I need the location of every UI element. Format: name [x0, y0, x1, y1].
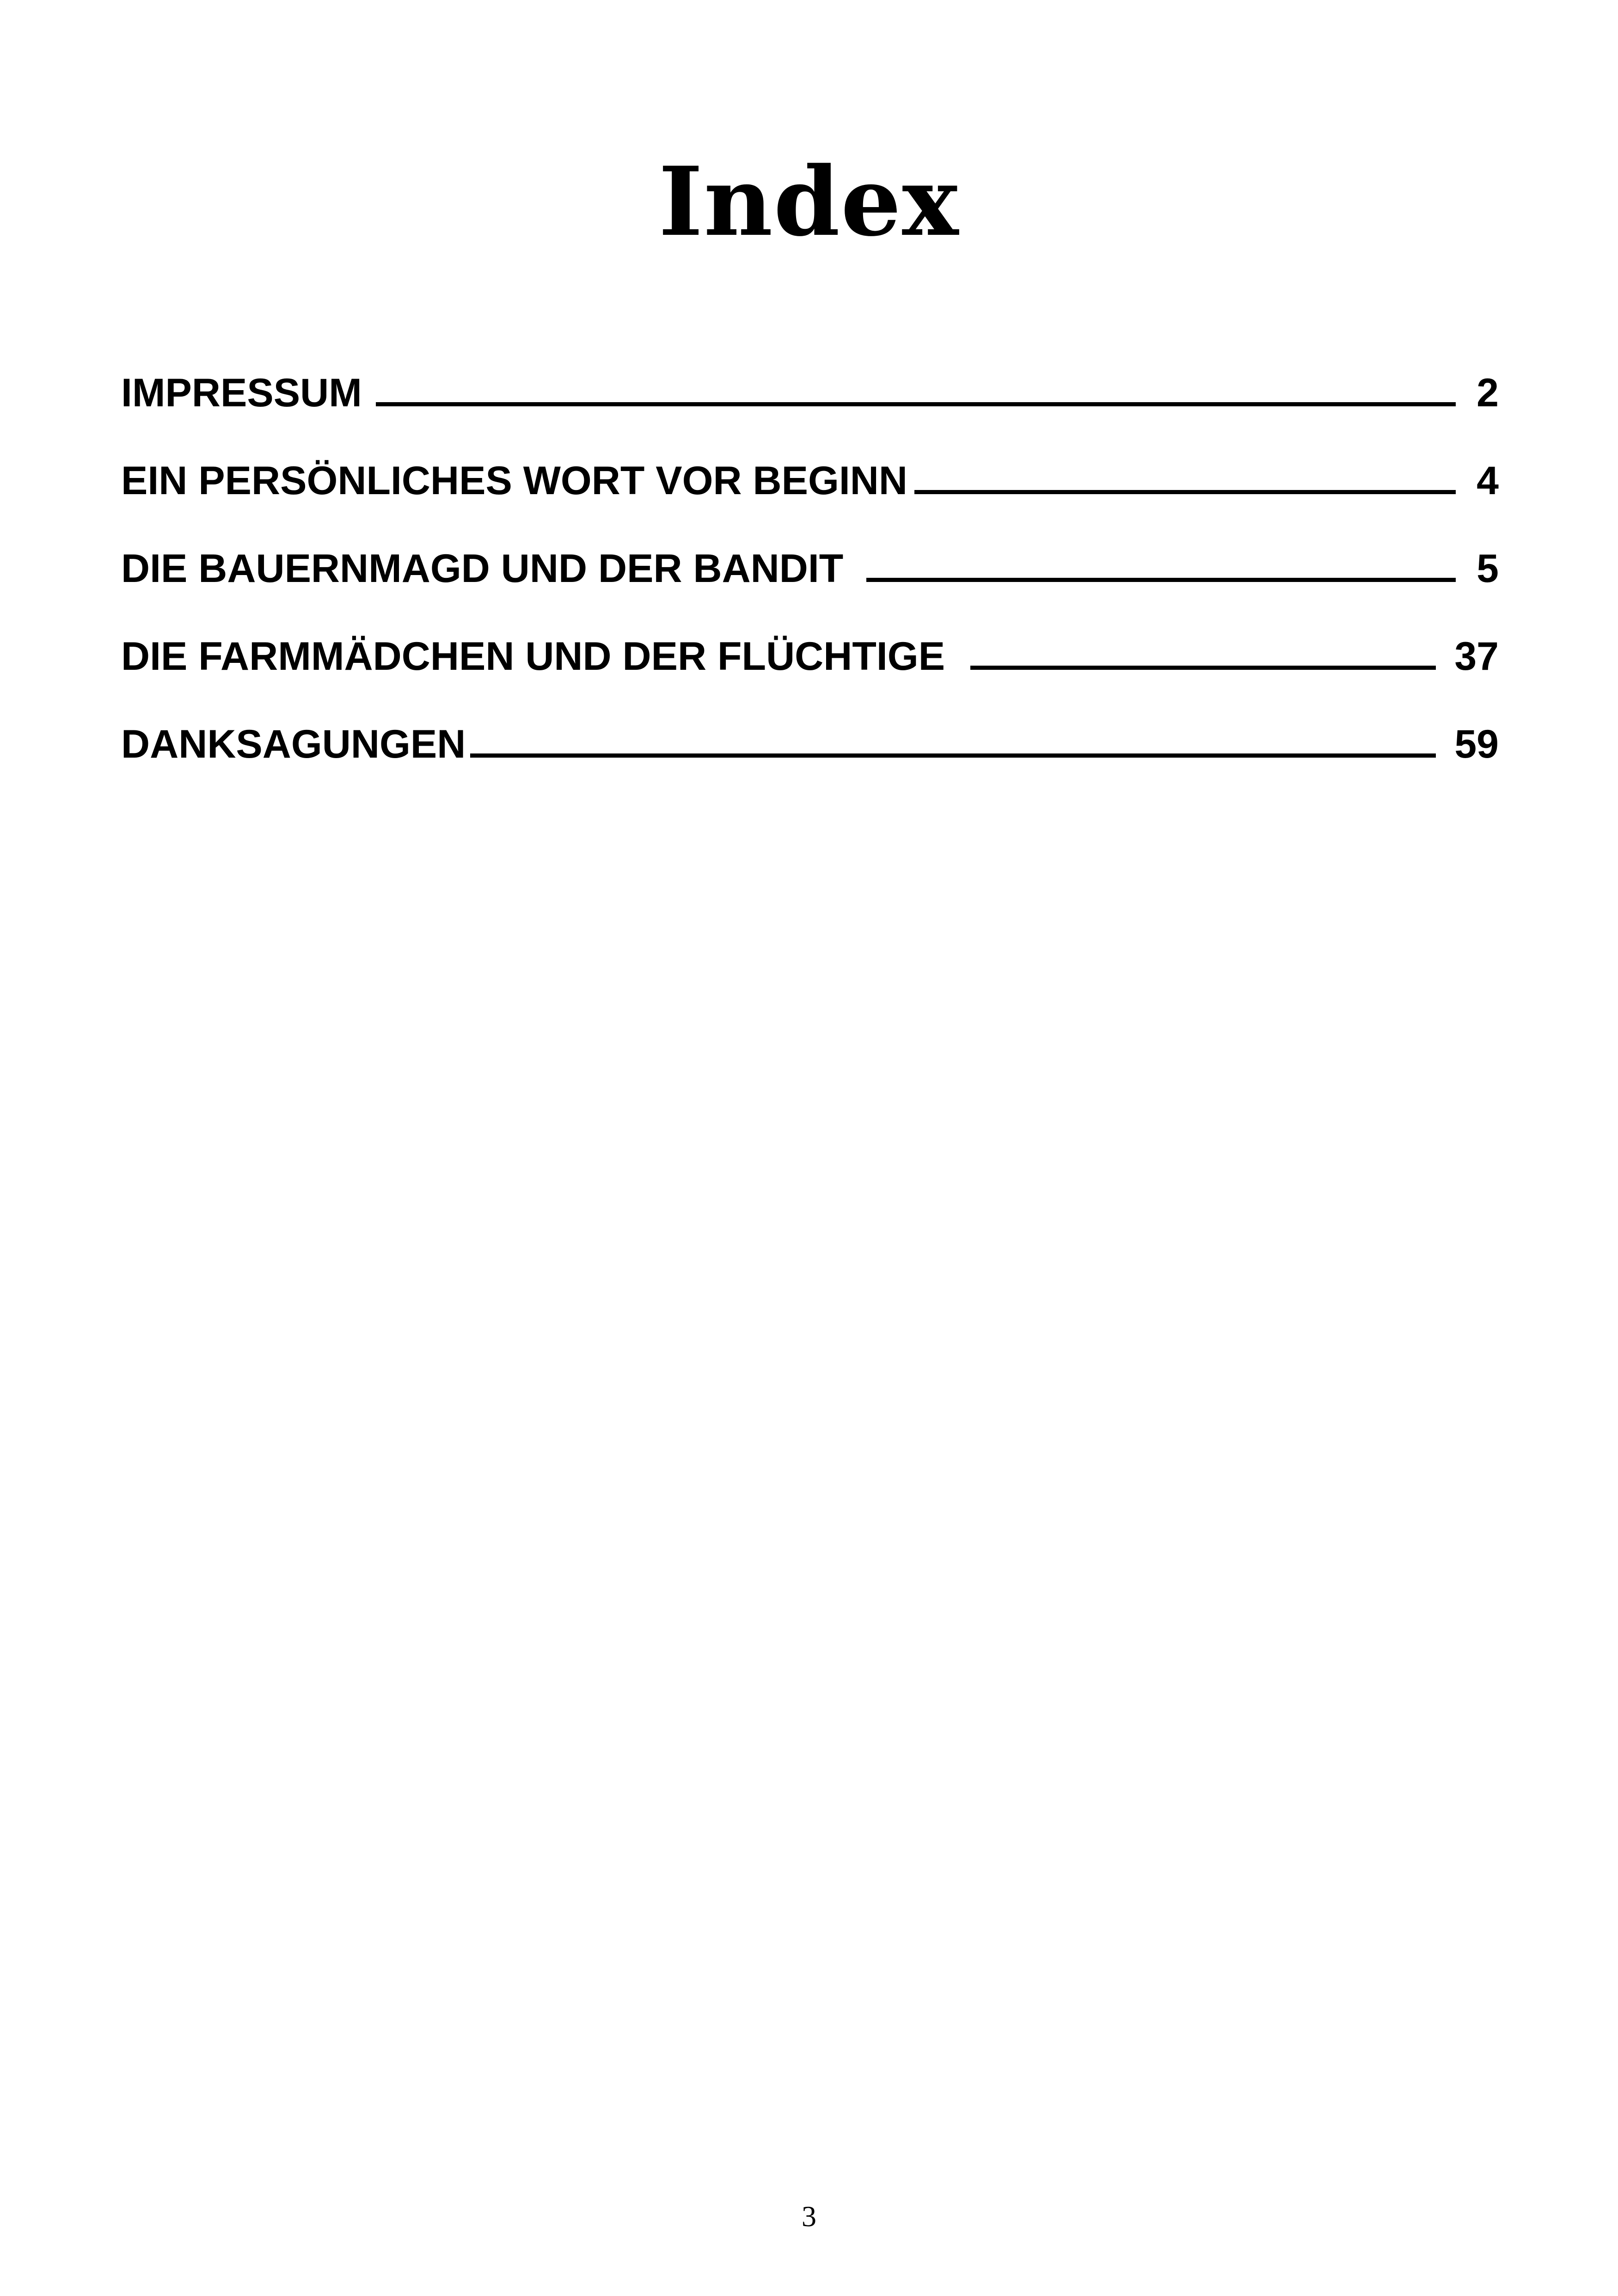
- toc-entry-page: 5: [1477, 546, 1499, 591]
- toc-entry-danksagungen[interactable]: [121, 682, 1499, 770]
- toc-leader-line: [470, 753, 1436, 758]
- toc-entry-label: IMPRESSUM: [121, 371, 362, 415]
- toc-entry-page: 37: [1454, 634, 1499, 679]
- toc-entry-label: DIE BAUERNMAGD UND DER BANDIT: [121, 546, 844, 591]
- toc-entry-bauernmagd[interactable]: [121, 506, 1499, 594]
- toc-entry-page: 2: [1477, 371, 1499, 415]
- toc-leader-line: [914, 490, 1456, 494]
- toc-entry-label: DIE FARMMÄDCHEN UND DER FLÜCHTIGE: [121, 634, 945, 679]
- toc-entry-label: EIN PERSÖNLICHES WORT VOR BEGINN: [121, 459, 908, 503]
- toc-entry-label: DANKSAGUNGEN: [121, 722, 466, 766]
- toc-entry-page: 4: [1477, 459, 1499, 503]
- toc-leader-line: [376, 402, 1456, 406]
- page-title: Index: [658, 147, 960, 258]
- toc-entry-persoenliches-wort[interactable]: [121, 418, 1499, 506]
- page-number: 3: [802, 2200, 816, 2233]
- table-of-contents: [121, 331, 1499, 770]
- toc-leader-line: [970, 666, 1436, 670]
- toc-entry-farmmaedchen[interactable]: [121, 594, 1499, 682]
- toc-leader-line: [866, 578, 1456, 582]
- toc-entry-page: 59: [1454, 722, 1499, 766]
- toc-entry-impressum[interactable]: [121, 331, 1499, 418]
